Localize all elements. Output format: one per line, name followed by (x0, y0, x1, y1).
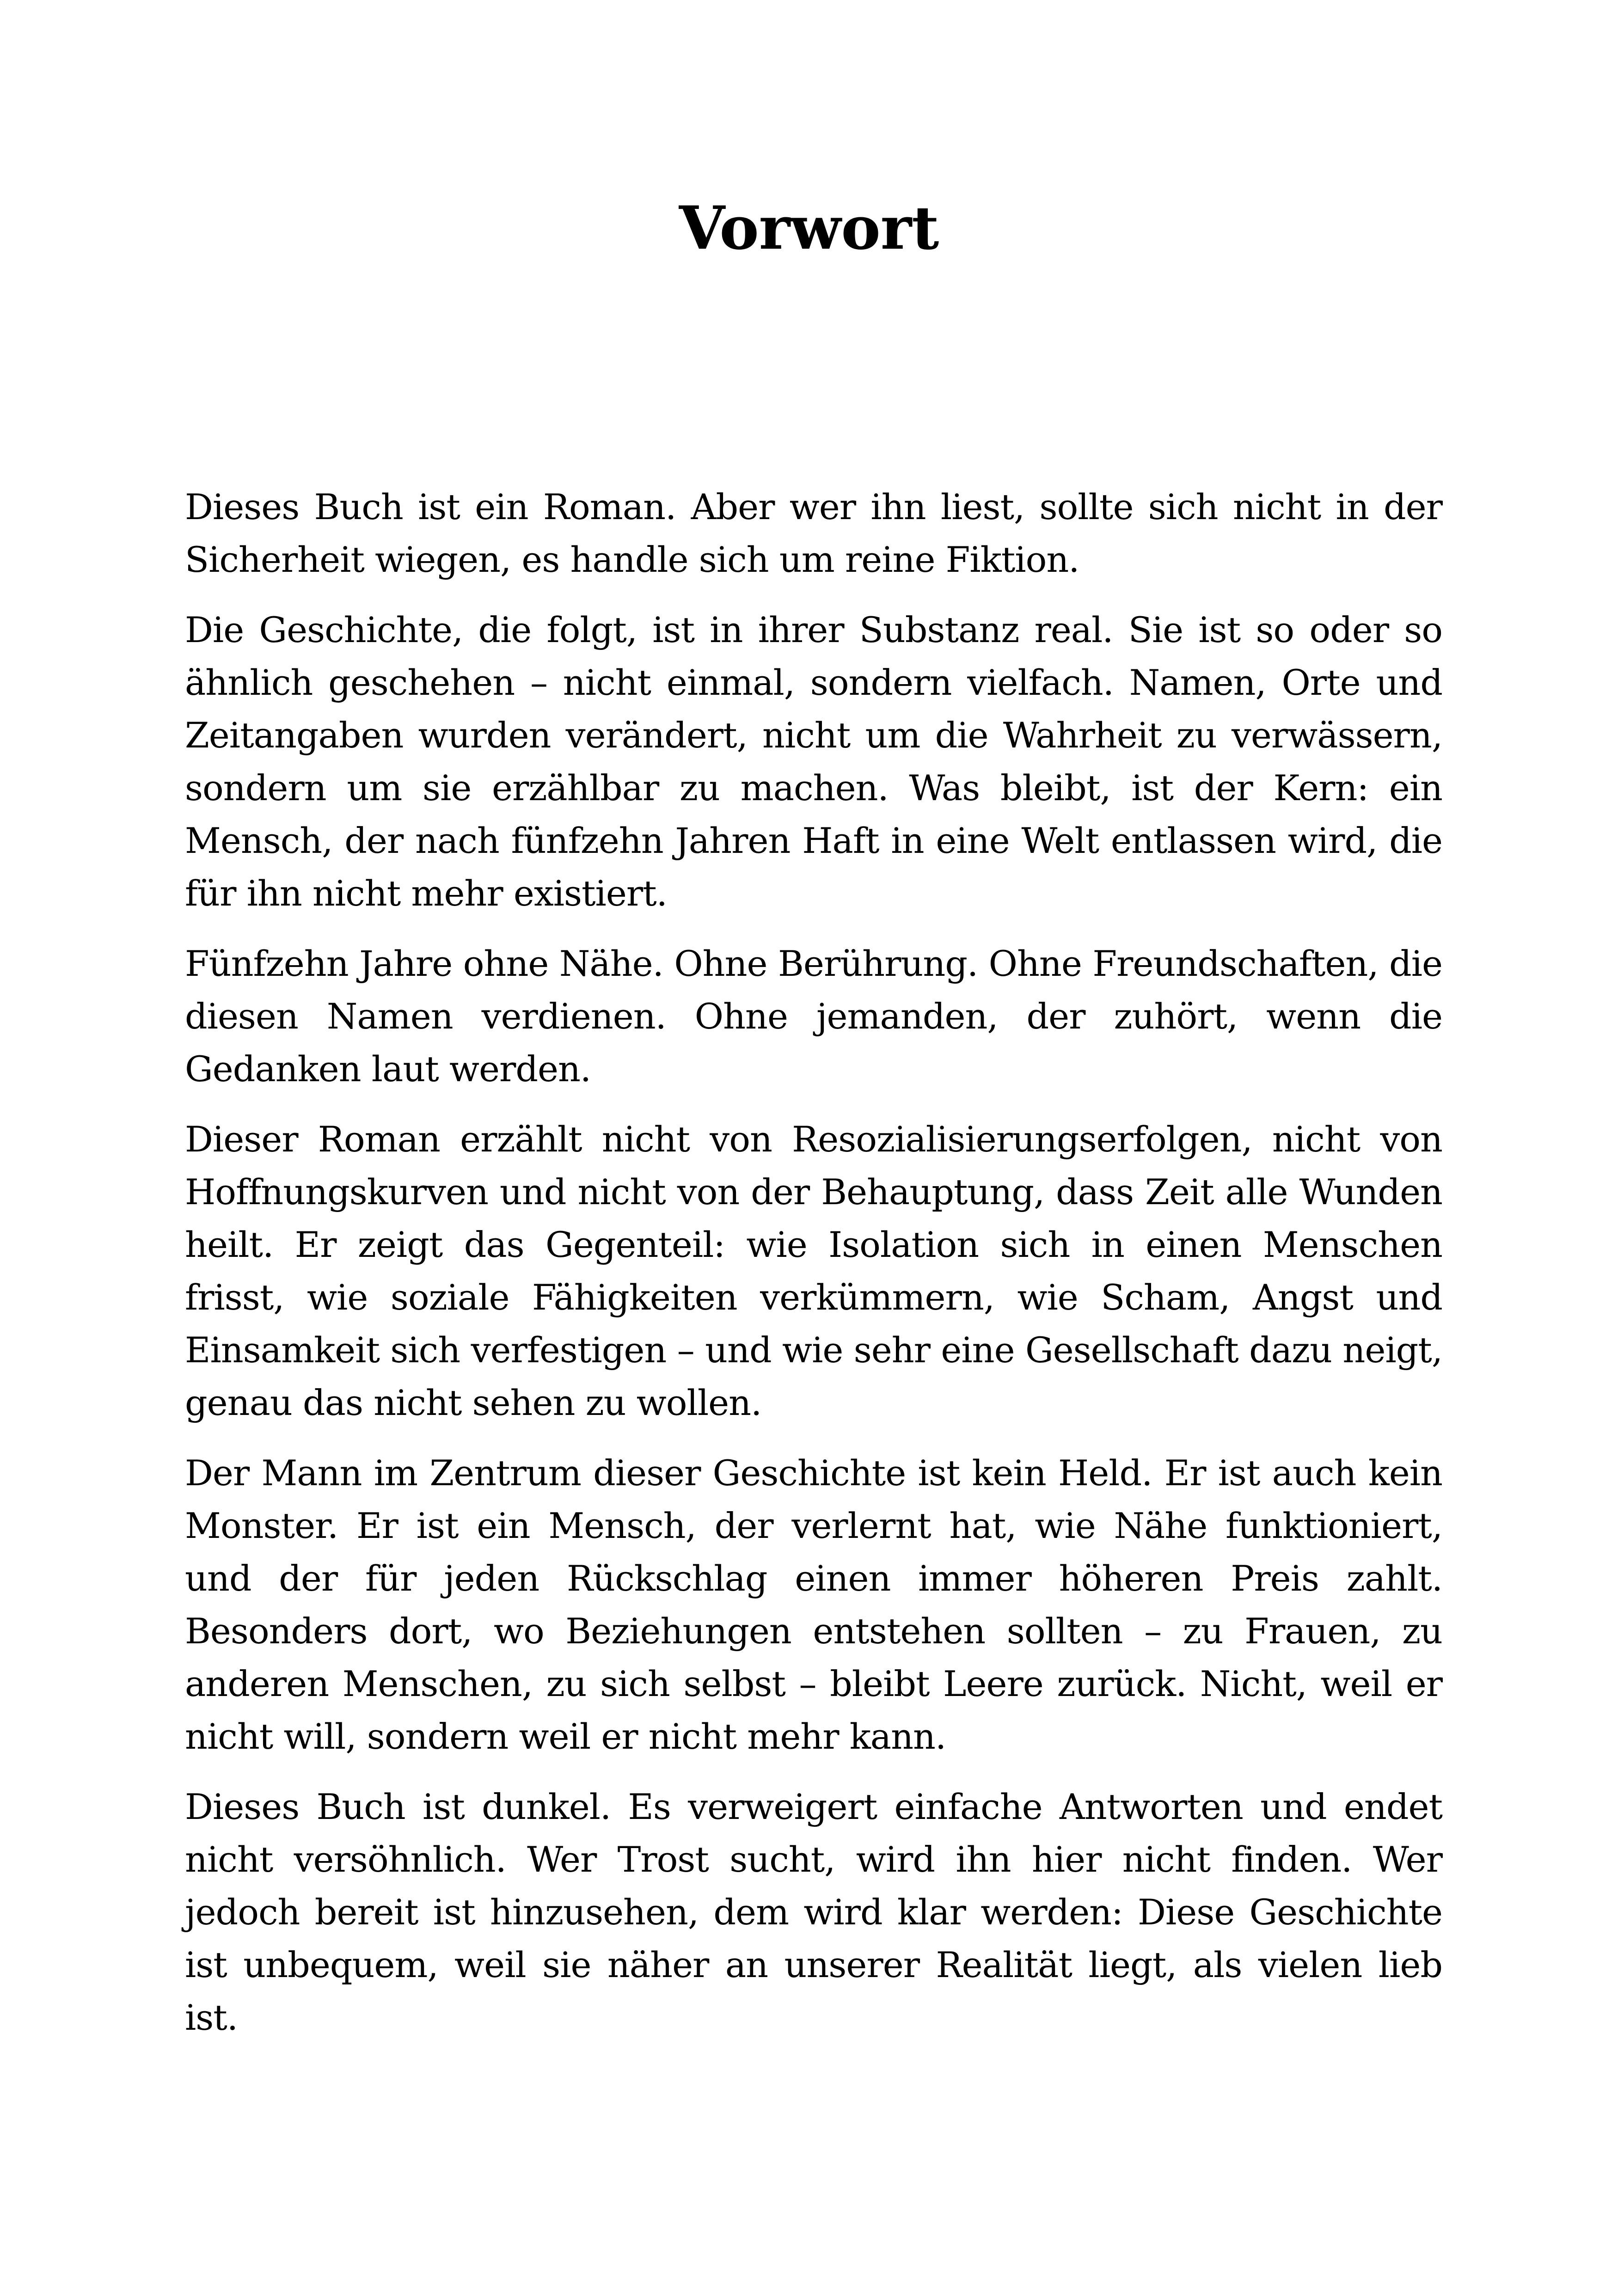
paragraph-2: Die Geschichte, die folgt, ist in ihrer Substanz real. Sie ist so oder so ähnlich geschehen – nicht einmal, sondern vielfach. Namen, Orte und Zeitangaben wurden verändert, nicht um die Wahrheit zu verwässern, sondern um sie erzählbar zu machen. Was bleibt, ist der Kern: ein Mensch, der nach fünfzehn Jahren Haft in eine Welt entlassen wird, die für ihn nicht mehr existiert. (185, 609, 1442, 914)
body-text (185, 481, 1442, 2062)
paragraph-5: Der Mann im Zentrum dieser Geschichte ist kein Held. Er ist auch kein Monster. Er ist ein Mensch, der verlernt hat, wie Nähe funktioniert, und der für jeden Rückschlag einen immer höheren Preis zahlt. Besonders dort, wo Beziehungen entstehen sollten – zu Frauen, zu anderen Menschen, zu sich selbst – bleibt Leere zurück. Nicht, weil er nicht will, sondern weil er nicht mehr kann. (185, 1452, 1442, 1757)
paragraph-4: Dieser Roman erzählt nicht von Resozialisierungserfolgen, nicht von Hoffnungskurven und nicht von der Behauptung, dass Zeit alle Wunden heilt. Er zeigt das Gegenteil: wie Isolation sich in einen Menschen frisst, wie soziale Fähigkeiten verkümmern, wie Scham, Angst und Einsamkeit sich verfestigen – und wie sehr eine Gesellschaft dazu neigt, genau das nicht sehen zu wollen. (185, 1119, 1442, 1423)
page-title: Vorwort (679, 194, 939, 263)
paragraph-1: Dieses Buch ist ein Roman. Aber wer ihn liest, sollte sich nicht in der Sicherheit wiegen, es handle sich um reine Fiktion. (185, 486, 1442, 580)
paragraph-6: Dieses Buch ist dunkel. Es verweigert einfache Antworten und endet nicht versöhnlich. Wer Trost sucht, wird ihn hier nicht finden. Wer jedoch bereit ist hinzusehen, dem wird klar werden: Diese Geschichte ist unbequem, weil sie näher an unserer Realität liegt, als vielen lieb ist. (185, 1786, 1442, 2038)
paragraph-3: Fünfzehn Jahre ohne Nähe. Ohne Berührung. Ohne Freundschaften, die diesen Namen verdienen. Ohne jemanden, der zuhört, wenn die Gedanken laut werden. (185, 943, 1442, 1090)
